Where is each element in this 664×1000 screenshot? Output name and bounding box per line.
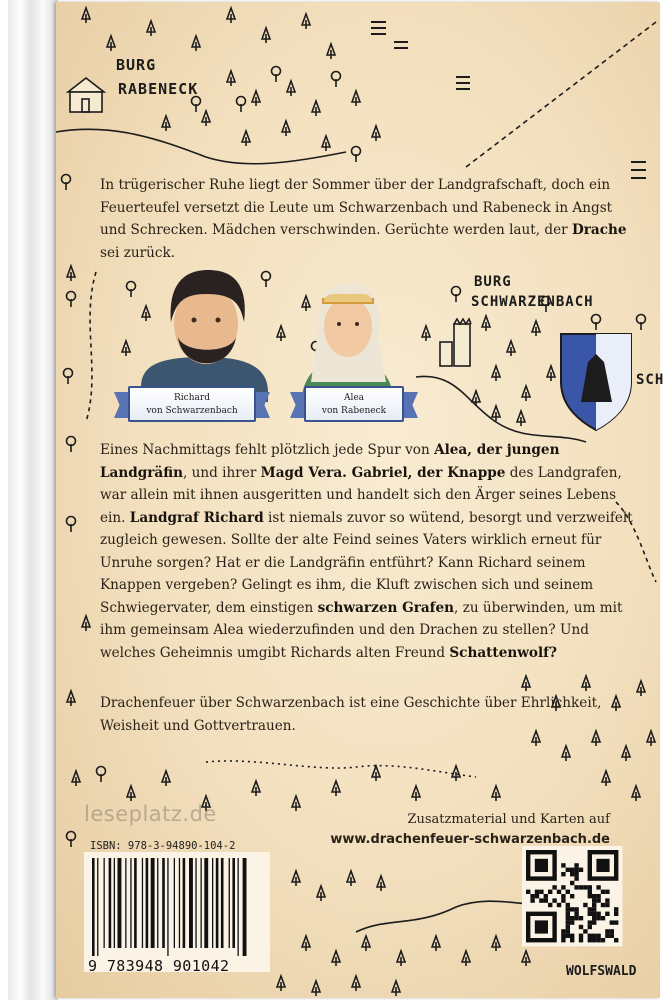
website-link[interactable]: www.drachenfeuer-schwarzenbach.de [330, 832, 610, 847]
barcode-bar [130, 858, 131, 948]
story-paragraph [100, 439, 640, 664]
barcode-bar [151, 858, 155, 948]
barcode-bar [134, 858, 137, 948]
story-segment: des Landgrafen, war allein mit ihnen ausgeritten und handelt sich den Ärger seines Lebens ein. [100, 464, 622, 526]
map-label-burg-schwarzenbach-1: BURG [474, 274, 512, 290]
barcode-bar [221, 858, 224, 948]
story-segment: , und ihrer [183, 464, 261, 481]
story-segment: ist niemals zuvor so wütend, besorgt und verzweifelt zugleich gewesen. Sollte der alte Feind seines Vaters wirklich erneut für Unruhe sorgen? Hat er die Landgräfin entführt? Kann Richard seinem Knappen vergeben? Gelingt es ihm, die Kluft zwischen sich und seinem Schwiegervater, dem einstigen [100, 509, 633, 616]
barcode-bar [238, 858, 239, 956]
barcode-bar [174, 858, 175, 948]
barcode-bar [189, 858, 193, 948]
qr-code [522, 846, 622, 946]
barcode-bar [243, 858, 247, 956]
barcode-bar [195, 858, 196, 948]
alea-house: von Rabeneck [321, 406, 387, 416]
barcode-bar [229, 858, 230, 948]
intro-segment: In trügerischer Ruhe liegt der Sommer über der Landgrafschaft, doch ein Feuerteufel versetzt die Leute um Schwarzenbach und Rabeneck in Angst und Schrecken. Mädchen verschwinden. Gerüchte werden laut, der [100, 177, 613, 238]
isbn-number: ISBN: 978-3-94890-104-2 [90, 840, 236, 852]
richard-portrait [141, 270, 268, 402]
barcode-digits: 9 783948 901042 [88, 957, 230, 975]
map-label-burg-rabeneck-1: BURG [116, 56, 157, 74]
map-label-sch: SCH [636, 372, 664, 388]
barcode-bar [232, 858, 235, 948]
barcode-bar [179, 858, 180, 948]
intro-segment: sei zurück. [100, 244, 176, 261]
barcode-bar [146, 858, 149, 948]
isbn-barcode [84, 852, 270, 972]
barcode-bar [167, 858, 168, 956]
richard-house: von Schwarzenbach [146, 406, 238, 416]
barcode-bar [92, 858, 95, 956]
story-segment: Schattenwolf? [449, 644, 557, 661]
story-segment: Alea, der jungen Landgräfin [100, 442, 560, 481]
barcode-bar [162, 858, 165, 948]
intro-segment: Drache [571, 222, 627, 238]
story-segment: Eines Nachmittags fehlt plötzlich jede Spur von [100, 442, 435, 458]
book-back-cover [56, 2, 664, 998]
barcode-bar [216, 858, 219, 948]
castle-rabeneck-icon [68, 78, 104, 112]
story-segment: Magd Vera. Gabriel, der Knappe [260, 464, 506, 481]
barcode-bar [118, 858, 122, 948]
extra-material-note [330, 810, 610, 850]
barcode-bar [204, 858, 208, 948]
barcode-bar [109, 858, 112, 948]
barcode-bar [114, 858, 115, 948]
barcode-bar [183, 858, 186, 948]
extra-material-label: Zusatzmaterial und Karten auf [407, 812, 610, 827]
story-segment: , zu überwinden, um mit ihm gemeinsam Alea wiederzufinden und den Drachen zu stellen? Und welches Geheimnis umgibt Richards alten Freund [100, 599, 623, 661]
book-page-edges [8, 0, 58, 1000]
map-label-burg-rabeneck-2: RABENECK [118, 80, 199, 98]
map-label-wolfswald: WOLFSWALD [566, 964, 637, 979]
richard-name-banner [128, 386, 256, 422]
barcode-bar [142, 858, 143, 948]
map-label-burg-schwarzenbach-2: SCHWARZENBACH [471, 294, 594, 310]
wolf-shield-icon [561, 334, 631, 430]
barcode-bar [104, 858, 105, 948]
story-segment: Landgraf Richard [129, 509, 264, 526]
story-segment: schwarzen Grafen [317, 599, 455, 616]
barcode-bar [157, 858, 158, 948]
alea-name-banner [304, 386, 404, 422]
barcode-bar [125, 858, 126, 948]
barcode-bar [201, 858, 202, 948]
barcode-bar [97, 858, 98, 956]
watermark-leseplatz: leseplatz.de [84, 802, 217, 826]
closing-paragraph: Drachenfeuer über Schwarzenbach ist eine Geschichte über Ehrlichkeit, Weisheit und Gottvertrauen. [100, 695, 602, 734]
alea-name: Alea [343, 393, 365, 403]
richard-name: Richard [174, 393, 210, 403]
intro-paragraph [100, 174, 630, 264]
alea-portrait [301, 284, 394, 402]
barcode-bar [212, 858, 213, 948]
